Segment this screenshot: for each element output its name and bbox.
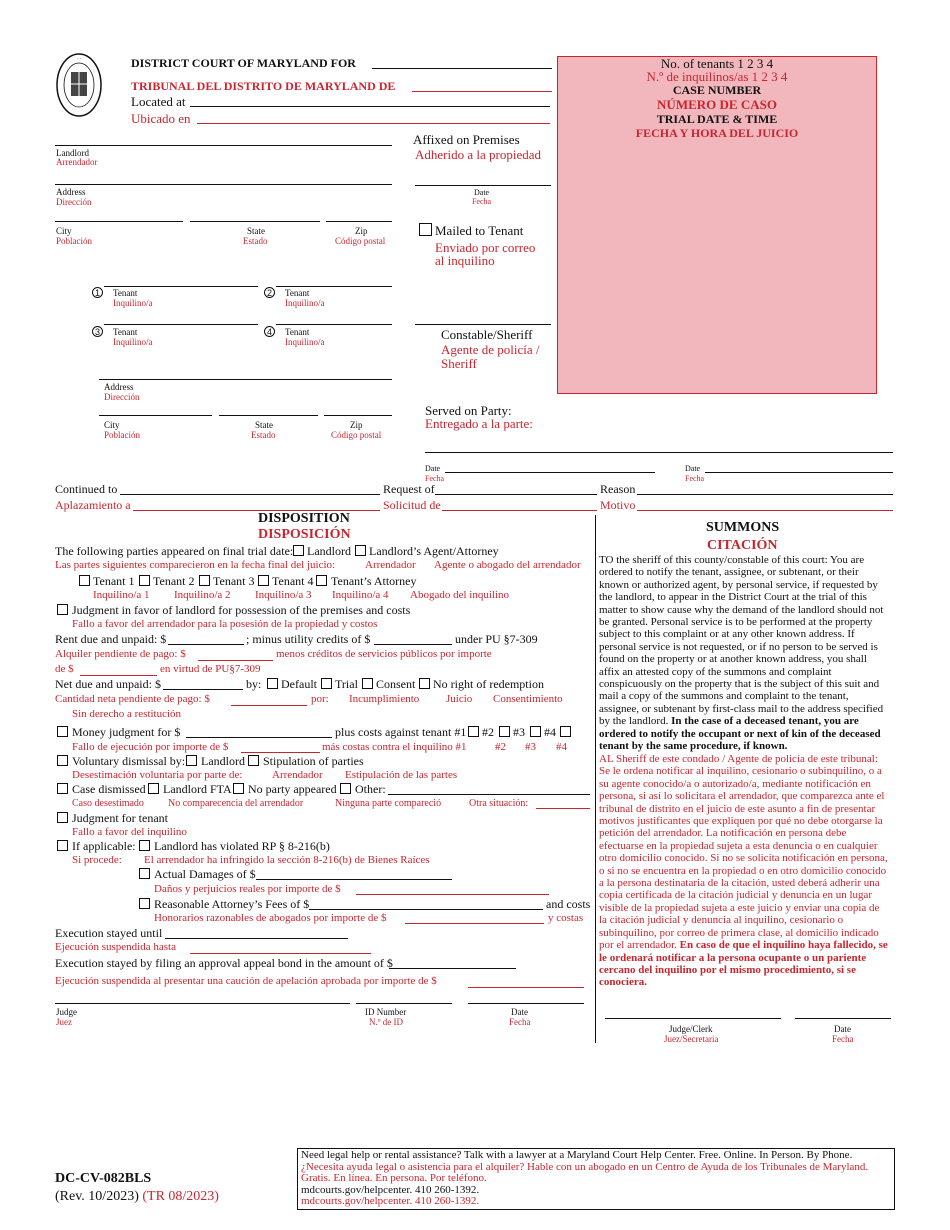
net-due-field-es[interactable] bbox=[231, 705, 307, 706]
voluntary-landlord-label-es: Arrendador bbox=[272, 769, 323, 781]
other-checkbox[interactable] bbox=[340, 783, 351, 794]
summons-title: SUMMONS bbox=[706, 520, 780, 535]
tenant-attorney-checkbox[interactable] bbox=[316, 575, 327, 586]
reason-field[interactable] bbox=[637, 494, 893, 495]
landlord-label-es: Arrendador bbox=[56, 157, 98, 167]
case-dismissed-checkbox[interactable] bbox=[57, 783, 68, 794]
appeared-agent-label: Landlord’s Agent/Attorney bbox=[369, 544, 499, 558]
section-divider bbox=[595, 515, 596, 1043]
form-revision bbox=[55, 1189, 219, 1205]
tenant-state-label: State bbox=[255, 420, 273, 430]
constable-label: Constable/Sheriff bbox=[441, 327, 533, 342]
help-url-en[interactable]: mdcourts.gov/helpcenter. 410 260-1392. bbox=[301, 1183, 480, 1196]
execution-stayed-label: Execution stayed until bbox=[55, 926, 163, 940]
pu-label: under PU §7-309 bbox=[455, 632, 538, 646]
tenant-state-label-es: Estado bbox=[251, 430, 276, 440]
trial-label-es: Juicio bbox=[446, 693, 473, 705]
affixed-label-es: Adherido a la propiedad bbox=[415, 147, 541, 162]
located-at-field-es[interactable] bbox=[197, 123, 550, 124]
tenant-1-number-icon: 1 bbox=[92, 287, 103, 298]
clerk-date-field[interactable] bbox=[795, 1018, 891, 1019]
tenant-zip-field[interactable] bbox=[324, 415, 392, 416]
mailed-checkbox[interactable] bbox=[419, 223, 432, 236]
appeal-bond-field-es[interactable] bbox=[468, 987, 584, 988]
affixed-date-label: Date bbox=[474, 188, 490, 197]
tenant-4-appeared-label: Tenant 4 bbox=[272, 574, 314, 588]
reason-field-es[interactable] bbox=[637, 510, 893, 511]
appeal-bond-label-es: Ejecución suspendida al presentar una caución de apelación aprobada por importe de $ bbox=[55, 975, 437, 987]
case-dismissed-label-es: Caso desestimado bbox=[72, 798, 144, 809]
if-applicable-label-es: Si procede: bbox=[72, 854, 122, 866]
appeared-landlord-checkbox[interactable] bbox=[293, 545, 304, 556]
violated-checkbox[interactable] bbox=[139, 840, 150, 851]
reason-label: Reason bbox=[600, 482, 636, 496]
city-field[interactable] bbox=[55, 221, 183, 222]
summons-text-en-bold: In the case of a deceased tenant, you are ordered to notify the occupant or next of kin of the deceased tenant by the same procedure, if known. bbox=[599, 715, 881, 753]
net-due-label: Net due and unpaid: $ bbox=[55, 677, 161, 691]
money-judgment-field-es[interactable] bbox=[241, 752, 320, 753]
net-due-label-es: Cantidad neta pendiente de pago: $ bbox=[55, 693, 210, 705]
actual-damages-checkbox[interactable] bbox=[139, 868, 150, 879]
trial-label: Trial bbox=[335, 677, 358, 691]
judge-date-label-es: Fecha bbox=[509, 1017, 531, 1027]
clerk-signature-field[interactable] bbox=[605, 1018, 781, 1019]
landlord-fta-label: Landlord FTA bbox=[163, 782, 232, 796]
utility-credit-field[interactable] bbox=[374, 644, 452, 645]
utility-credit-label: ; minus utility credits of $ bbox=[246, 632, 371, 646]
court-seal-icon bbox=[55, 52, 103, 118]
form-revision-es: (TR 08/2023) bbox=[142, 1189, 219, 1204]
other-field[interactable] bbox=[388, 794, 590, 795]
violated-label-es: El arrendador ha infringido la sección 8-216(b) de Bienes Raíces bbox=[144, 854, 430, 866]
served-date-label-2: Date bbox=[685, 464, 701, 473]
tenant-3-number-icon: 3 bbox=[92, 326, 103, 337]
default-checkbox[interactable] bbox=[267, 678, 278, 689]
landlord-fta-checkbox[interactable] bbox=[148, 783, 159, 794]
city-label-es: Población bbox=[56, 236, 92, 246]
tenant-4-appeared-label-es: Inquilino/a 4 bbox=[332, 589, 389, 601]
costs-tenant-4-checkbox[interactable] bbox=[530, 726, 541, 737]
state-field[interactable] bbox=[190, 221, 320, 222]
tenant-4-label-es: Inquilino/a bbox=[285, 337, 325, 347]
costs-tenant-2-label: #2 bbox=[482, 725, 494, 739]
judgment-landlord-label: Judgment in favor of landlord for possession of the premises and costs bbox=[72, 603, 411, 617]
de-label-es: de $ bbox=[55, 663, 74, 675]
tenant-1-field[interactable] bbox=[104, 286, 258, 287]
tenant-zip-label: Zip bbox=[350, 420, 363, 430]
continued-label: Continued to bbox=[55, 482, 118, 496]
tenant-1-appeared-label: Tenant 1 bbox=[93, 574, 135, 588]
no-redemption-checkbox[interactable] bbox=[419, 678, 430, 689]
tenant-3-label-es: Inquilino/a bbox=[113, 337, 153, 347]
utility-credit-label-es: menos créditos de servicios públicos por importe bbox=[276, 648, 492, 660]
case-number-label: CASE NUMBER bbox=[672, 83, 762, 97]
tenant-3-appeared-label-es: Inquilino/a 3 bbox=[255, 589, 312, 601]
no-redemption-label-es: Sin derecho a restitución bbox=[72, 708, 182, 720]
tenant-4-number-icon: 4 bbox=[264, 326, 275, 337]
appeal-bond-label: Execution stayed by filing an approval appeal bond in the amount of $ bbox=[55, 956, 393, 970]
summons-text-es-body: AL Sheriff de este condado / Agente de policía de este tribunal: Se le ordena notificar al inquilino, cesionario o subinquilino, o a su agente conocido/a o autorizado/a, mediante notificación en persona, si así lo solicitara el arrendador, que comparezca ante el tribunal de distrito en el juicio de este asunto a fin de presentar motivos justificantes que expliquen por qué no debe otorgarse la petición del arrendador. La notificación en persona debe efectuarse en la propiedad sujeta a esta denuncia o en cualquier otro domicilio conocido. Si no se solicita notificación en persona, o si no se encuentra en la propiedad o en otro domicilio conocido a la persona destinataria de la citación, usted deberá adherir una copia certificada de la citación judicial y denuncia en un lugar visible de la propiedad sujeta a este juicio y enviar una copia de la citación judicial y denuncia al inquilino, cesionario o subinquilino, por correo de primera clase, al domicilio indicado por el arrendador. bbox=[599, 753, 888, 952]
actual-damages-label: Actual Damages of $ bbox=[154, 867, 256, 881]
execution-stayed-field[interactable] bbox=[165, 938, 348, 939]
court-county-field[interactable] bbox=[372, 68, 552, 69]
tenant-2-number-icon: 2 bbox=[264, 287, 275, 298]
disposition-title: DISPOSITION bbox=[258, 511, 350, 526]
request-label-es: Solicitud de bbox=[383, 498, 441, 512]
costs-tenant-4-label-es: #4 bbox=[556, 741, 567, 753]
summons-text-es-bold: En caso de que el inquilino haya fallecido, se le ordenará notificar a la persona ocupante o un pariente cercano del inquilino por el mismo procedimiento, si se conociera. bbox=[599, 939, 888, 989]
case-dismissed-label: Case dismissed bbox=[72, 782, 146, 796]
summons-text-en-body: TO the sheriff of this county/constable of this court: You are ordered to notify the tenant, assignee, or subtenant, or their known or authorized agent, by personal service, if requested by the landlord, to appear in the District Court at the trial of this matter to show cause why the demand of the landlord should not be granted. Personal service is to be performed at the property subject to this complaint or at any other known address. If personal service is not requested, or if no person to be served is found on the property or at another known address, you shall affix an attested copy of the summons and complaint conspicuously on the property that is the subject of this suit and mail a copy of the summons and complaint to the tenant, assignee, or subtenant by first-class mail to the address specified by the landlord. bbox=[599, 554, 884, 728]
other-label-es: Otra situación: bbox=[469, 798, 529, 809]
execution-stayed-field-es[interactable] bbox=[190, 953, 371, 954]
served-party-field[interactable] bbox=[425, 452, 893, 453]
rent-due-field[interactable] bbox=[168, 644, 244, 645]
affixed-label: Affixed on Premises bbox=[413, 132, 520, 147]
voluntary-dismissal-label-es: Desestimación voluntaria por parte de: bbox=[72, 769, 243, 781]
costs-tenant-extra-checkbox[interactable] bbox=[560, 726, 571, 737]
no-party-label: No party appeared bbox=[248, 782, 337, 796]
consent-label-es: Consentimiento bbox=[493, 693, 563, 705]
help-url-es[interactable]: mdcourts.gov/helpcenter. 410 260-1392. bbox=[301, 1195, 480, 1208]
money-judgment-label: Money judgment for $ bbox=[72, 725, 181, 739]
pu-label-es: en virtud de PU§7-309 bbox=[160, 663, 261, 675]
and-costs-label-es: y costas bbox=[548, 912, 584, 924]
costs-tenant-2-checkbox[interactable] bbox=[468, 726, 479, 737]
default-label: Default bbox=[281, 677, 317, 691]
appeared-agent-label-es: Agente o abogado del arrendador bbox=[434, 559, 581, 571]
summons-text-es bbox=[599, 753, 889, 989]
tenant-2-checkbox[interactable] bbox=[139, 575, 150, 586]
id-number-label-es: N.º de ID bbox=[369, 1017, 404, 1027]
served-date-label-es-1: Fecha bbox=[425, 474, 445, 483]
continued-label-es: Aplazamiento a bbox=[55, 498, 131, 512]
por-label-es: por: bbox=[311, 693, 329, 705]
plus-costs-label-es: más costas contra el inquilino #1 bbox=[322, 741, 467, 753]
tenant-address-field[interactable] bbox=[99, 379, 392, 380]
default-label-es: Incumplimiento bbox=[349, 693, 420, 705]
judge-id-field[interactable] bbox=[356, 1003, 452, 1004]
judge-clerk-label-es: Juez/Secretaria bbox=[664, 1034, 719, 1044]
mailed-label-es-2: al inquilino bbox=[435, 253, 495, 268]
consent-checkbox[interactable] bbox=[362, 678, 373, 689]
tenant-3-label: Tenant bbox=[113, 327, 138, 337]
if-applicable-label: If applicable: bbox=[72, 839, 136, 853]
appeared-landlord-label-es: Arrendador bbox=[365, 559, 416, 571]
served-label-es: Entregado a la parte: bbox=[425, 416, 533, 431]
stipulation-label-es: Estipulación de las partes bbox=[345, 769, 458, 781]
tenant-attorney-label: Tenant’s Attorney bbox=[331, 574, 417, 588]
tenant-1-checkbox[interactable] bbox=[79, 575, 90, 586]
tenant-3-field[interactable] bbox=[104, 324, 258, 325]
judgment-tenant-checkbox[interactable] bbox=[57, 812, 68, 823]
disposition-title-es: DISPOSICIÓN bbox=[258, 527, 351, 542]
tenant-count-label-es: N.º de inquilinos/as 1 2 3 4 bbox=[646, 69, 788, 84]
request-label: Request of bbox=[383, 482, 435, 496]
state-label-es: Estado bbox=[243, 236, 268, 246]
located-at-label: Located at bbox=[131, 94, 186, 109]
served-date-field-2[interactable] bbox=[705, 472, 893, 473]
form-id: DC-CV-082BLS bbox=[55, 1171, 152, 1186]
landlord-label: Landlord bbox=[56, 148, 89, 158]
tenant-city-field[interactable] bbox=[99, 415, 212, 416]
tenant-zip-label-es: Código postal bbox=[331, 430, 382, 440]
plus-costs-label: plus costs against tenant #1 bbox=[335, 725, 467, 739]
constable-label-es-1: Agente de policía / bbox=[441, 342, 540, 357]
voluntary-dismissal-label: Voluntary dismissal by: bbox=[72, 754, 186, 768]
tenant-city-label-es: Población bbox=[104, 430, 140, 440]
voluntary-dismissal-checkbox[interactable] bbox=[57, 755, 68, 766]
tenant-1-appeared-label-es: Inquilino/a 1 bbox=[93, 589, 150, 601]
served-date-field-1[interactable] bbox=[445, 472, 655, 473]
request-field[interactable] bbox=[435, 494, 597, 495]
zip-label: Zip bbox=[355, 226, 368, 236]
attorney-fees-checkbox[interactable] bbox=[139, 898, 150, 909]
judge-date-label: Date bbox=[511, 1007, 528, 1017]
money-judgment-label-es: Fallo de ejecución por importe de $ bbox=[72, 741, 229, 753]
stipulation-checkbox[interactable] bbox=[248, 755, 259, 766]
mailed-date-field[interactable] bbox=[415, 324, 551, 325]
tenant-2-appeared-label-es: Inquilino/a 2 bbox=[174, 589, 231, 601]
tenant-3-appeared-label: Tenant 3 bbox=[213, 574, 255, 588]
actual-damages-field[interactable] bbox=[256, 879, 452, 880]
svg-text:· ·: · · bbox=[76, 57, 82, 62]
located-at-field[interactable] bbox=[190, 106, 550, 107]
tenant-city-label: City bbox=[104, 420, 120, 430]
help-text-es: ¿Necesita ayuda legal o asistencia para el alquiler? Hable con un abogado en un Centro de Ayuda de los Tribunales de Maryland. Gratis. En línea. En persona. Por teléfono. bbox=[301, 1160, 869, 1185]
other-label: Other: bbox=[355, 782, 386, 796]
landlord-address-field[interactable] bbox=[55, 184, 392, 185]
costs-tenant-2-label-es: #2 bbox=[495, 741, 506, 753]
attorney-fees-field[interactable] bbox=[309, 909, 543, 910]
address-label: Address bbox=[56, 187, 86, 197]
violated-label: Landlord has violated RP § 8-216(b) bbox=[154, 839, 330, 853]
net-due-field[interactable] bbox=[163, 689, 243, 690]
appeared-landlord-label: Landlord bbox=[307, 544, 351, 558]
execution-stayed-label-es: Ejecución suspendida hasta bbox=[55, 941, 176, 953]
appeared-label-es: Las partes siguientes comparecieron en la fecha final del juicio: bbox=[55, 559, 336, 571]
clerk-date-label: Date bbox=[834, 1024, 851, 1034]
located-at-label-es: Ubicado en bbox=[131, 111, 191, 126]
no-party-label-es: Ninguna parte compareció bbox=[335, 798, 442, 809]
court-name-en: DISTRICT COURT OF MARYLAND FOR bbox=[131, 56, 356, 70]
other-field-es[interactable] bbox=[536, 808, 590, 809]
appeal-bond-field[interactable] bbox=[389, 968, 516, 969]
tenant-4-checkbox[interactable] bbox=[258, 575, 269, 586]
judgment-tenant-label-es: Fallo a favor del inquilino bbox=[72, 826, 187, 838]
tenant-address-label-es: Dirección bbox=[104, 392, 140, 402]
landlord-fta-label-es: No comparecencia del arrendador bbox=[168, 798, 304, 809]
tenant-2-label: Tenant bbox=[285, 288, 310, 298]
tenant-2-field[interactable] bbox=[276, 286, 392, 287]
zip-label-es: Código postal bbox=[335, 236, 386, 246]
stipulation-label: Stipulation of parties bbox=[263, 754, 364, 768]
consent-label: Consent bbox=[376, 677, 416, 691]
appeared-label: The following parties appeared on final trial date: bbox=[55, 544, 294, 558]
address-label-es: Dirección bbox=[56, 197, 92, 207]
constable-label-es-2: Sheriff bbox=[441, 356, 477, 371]
judge-label-es: Juez bbox=[56, 1017, 72, 1027]
court-name-es: TRIBUNAL DEL DISTRITO DE MARYLAND DE bbox=[131, 79, 396, 93]
city-label: City bbox=[56, 226, 72, 236]
served-label: Served on Party: bbox=[425, 403, 512, 418]
clerk-date-label-es: Fecha bbox=[832, 1034, 854, 1044]
attorney-fees-label-es: Honorarios razonables de abogados por importe de $ bbox=[154, 912, 387, 924]
tenant-2-appeared-label: Tenant 2 bbox=[153, 574, 195, 588]
voluntary-landlord-checkbox[interactable] bbox=[186, 755, 197, 766]
request-field-es[interactable] bbox=[442, 510, 597, 511]
served-date-label-1: Date bbox=[425, 464, 441, 473]
affixed-date-field[interactable] bbox=[415, 185, 551, 186]
tenant-4-label: Tenant bbox=[285, 327, 310, 337]
no-party-checkbox[interactable] bbox=[233, 783, 244, 794]
costs-tenant-3-label: #3 bbox=[513, 725, 525, 739]
zip-field[interactable] bbox=[326, 221, 392, 222]
money-judgment-checkbox[interactable] bbox=[57, 726, 68, 737]
tenant-4-field[interactable] bbox=[276, 324, 392, 325]
rent-due-label-es: Alquiler pendiente de pago: $ bbox=[55, 648, 186, 660]
summons-text-en bbox=[599, 554, 889, 753]
tenant-attorney-label-es: Abogado del inquilino bbox=[410, 589, 509, 601]
rent-due-label: Rent due and unpaid: $ bbox=[55, 632, 167, 646]
affixed-date-label-es: Fecha bbox=[472, 197, 492, 206]
served-date-label-es-2: Fecha bbox=[685, 474, 705, 483]
tenant-1-label-es: Inquilino/a bbox=[113, 298, 153, 308]
help-center-box bbox=[297, 1148, 895, 1210]
id-number-label: ID Number bbox=[365, 1007, 407, 1017]
judge-label: Judge bbox=[56, 1007, 77, 1017]
rent-due-field-es[interactable] bbox=[198, 660, 273, 661]
money-judgment-field[interactable] bbox=[186, 737, 332, 738]
appeared-agent-checkbox[interactable] bbox=[355, 545, 366, 556]
tenant-3-checkbox[interactable] bbox=[199, 575, 210, 586]
voluntary-landlord-label: Landlord bbox=[201, 754, 245, 768]
attorney-fees-label: Reasonable Attorney’s Fees of $ bbox=[154, 897, 310, 911]
mailed-label: Mailed to Tenant bbox=[435, 223, 524, 238]
trial-date-label-es: FECHA Y HORA DEL JUICIO bbox=[635, 126, 799, 140]
judgment-tenant-label: Judgment for tenant bbox=[72, 811, 168, 825]
mailed-label-es-1: Enviado por correo bbox=[435, 240, 536, 255]
judge-date-field[interactable] bbox=[468, 1003, 584, 1004]
costs-tenant-3-label-es: #3 bbox=[525, 741, 536, 753]
tenant-1-label: Tenant bbox=[113, 288, 138, 298]
continued-field[interactable] bbox=[120, 494, 380, 495]
state-label: State bbox=[247, 226, 265, 236]
summons-title-es: CITACIÓN bbox=[707, 538, 778, 553]
judgment-landlord-checkbox[interactable] bbox=[57, 604, 68, 615]
help-text-en: Need legal help or rental assistance? Talk with a lawyer at a Maryland Court Help Center. Free. Online. In Person. By Phone. bbox=[301, 1149, 853, 1161]
utility-credit-field-es[interactable] bbox=[80, 675, 157, 676]
judgment-landlord-label-es: Fallo a favor del arrendador para la posesión de la propiedad y costos bbox=[72, 618, 378, 630]
judge-clerk-label: Judge/Clerk bbox=[669, 1024, 713, 1034]
tenant-address-label: Address bbox=[104, 382, 134, 392]
if-applicable-checkbox[interactable] bbox=[57, 840, 68, 851]
judge-signature-field[interactable] bbox=[55, 1003, 350, 1004]
actual-damages-field-es[interactable] bbox=[356, 894, 549, 895]
tenant-state-field[interactable] bbox=[219, 415, 318, 416]
landlord-field[interactable] bbox=[55, 145, 392, 146]
and-costs-label: and costs bbox=[546, 897, 591, 911]
case-number-label-es: NÚMERO DE CASO bbox=[657, 97, 777, 112]
by-label: by: bbox=[246, 677, 262, 691]
trial-checkbox[interactable] bbox=[321, 678, 332, 689]
tenant-count-label: No. of tenants 1 2 3 4 bbox=[660, 56, 774, 71]
court-county-field-es[interactable] bbox=[412, 91, 552, 92]
reason-label-es: Motivo bbox=[600, 498, 636, 512]
tenant-2-label-es: Inquilino/a bbox=[285, 298, 325, 308]
attorney-fees-field-es[interactable] bbox=[405, 923, 544, 924]
no-redemption-label: No right of redemption bbox=[433, 677, 544, 691]
trial-date-label: TRIAL DATE & TIME bbox=[656, 112, 778, 126]
costs-tenant-3-checkbox[interactable] bbox=[499, 726, 510, 737]
actual-damages-label-es: Daños y perjuicios reales por importe de $ bbox=[154, 883, 341, 895]
costs-tenant-4-label: #4 bbox=[544, 725, 556, 739]
form-revision-en: (Rev. 10/2023) bbox=[55, 1189, 139, 1204]
